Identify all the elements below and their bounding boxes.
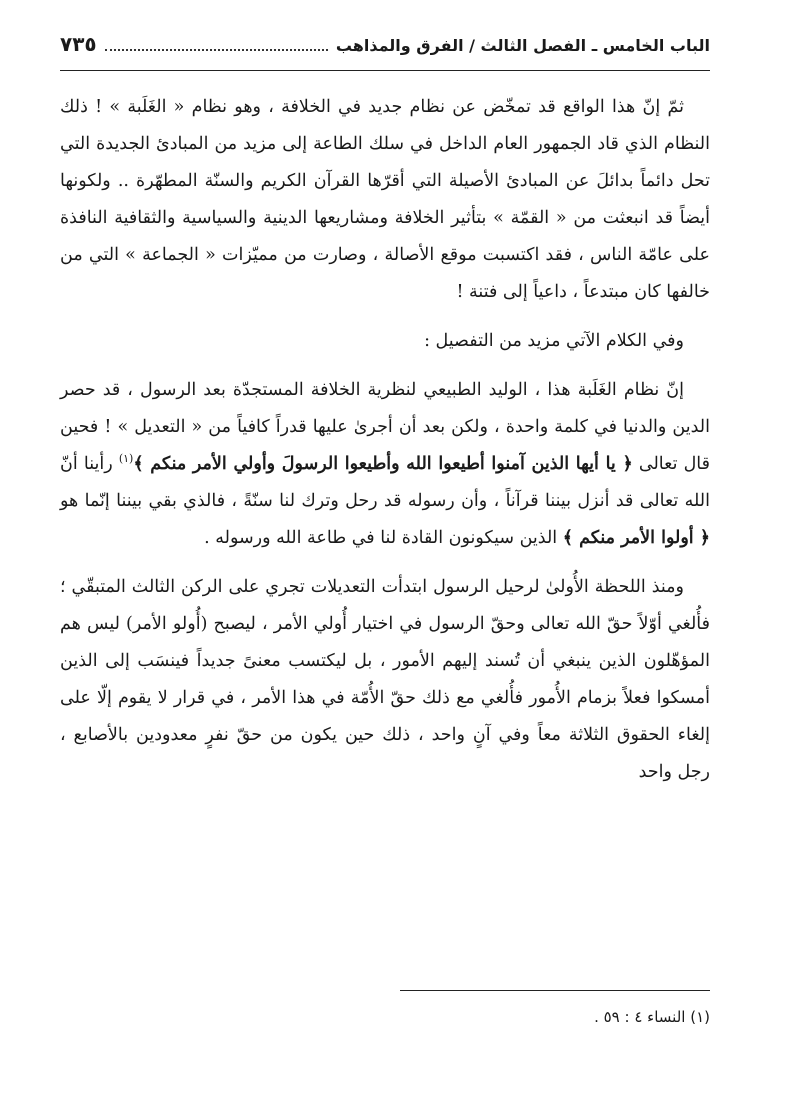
- quran-verse: ﴿ أولوا الأمر منكم ﴾: [562, 528, 710, 548]
- body-text: [60, 89, 710, 791]
- paragraph-text: ومنذ اللحظة الأُولىٰ لرحيل الرسول ابتدأت التعديلات تجري على الركن الثالث المتبقّي ؛ فأُلغي أوّلاً حقّ الله تعالى وحقّ الرسول في اختيار أُولي الأمر ، ليصبح (أُولو الأمر) ليس هم المؤهّلون الذين ينبغي أن تُسند إليهم الأمور ، بل ليكتسب معنىً جديداً فينسَب إلى الذين أمسكوا فعلاً بزمام الأُمور فأُلغي مع ذلك حقّ الأُمّة في هذا الأمر ، في قرار لا يقوم إلّا على إلغاء الحقوق الثلاثة معاً وفي آنٍ واحد ، ذلك حين يكون من حقّ نفرٍ معدودين بالأصابع ، رجل واحد: [60, 577, 710, 782]
- paragraph-3: [60, 372, 710, 557]
- paragraph-text: ثمّ إنّ هذا الواقع قد تمخّض عن نظام جديد في الخلافة ، وهو نظام « الغَلَبة » ! ذلك النظام الذي قاد الجمهور العام الداخل في سلك الطاعة إلى مزيد من المبادئ الجديدة التي تحل دائماً بدائلَ عن المبادئ الأصيلة التي أقرّها القرآن الكريم والسنّة المطهّرة .. ولكونها أيضاً قد انبعثت من « القمّة » بتأثير الخلافة ومشاريعها الدينية والسياسية والثقافية النافذة على عامّة الناس ، فقد اكتسبت موقع الأصالة ، وصارت من مميّزات « الجماعة » التي من خالفها كان مبتدعاً ، داعياً إلى فتنة !: [60, 97, 710, 302]
- paragraph-2: [60, 323, 710, 360]
- paragraph-text: إنّ نظام الغَلَبة هذا ، الوليد الطبيعي لنظرية الخلافة المستجدّة بعد الرسول ، قد حصر الدين والدنيا في كلمة واحدة ، ولكن بعد أن أجرىٰ عليها قدراً كافياً من « التعديل » ! فحين قال تعالى: [60, 380, 711, 474]
- paragraph-text: وفي الكلام الآتي مزيد من التفصيل :: [424, 331, 684, 351]
- paragraph-4: [60, 569, 710, 791]
- page-number: ٧٣٥: [60, 32, 97, 56]
- quran-verse: ﴿ يا أيها الذين آمنوا أطيعوا الله وأطيعوا الرسولَ وأولي الأمر منكم ﴾: [133, 454, 633, 474]
- chapter-title: الباب الخامس ـ الفصل الثالث / الفرق والمذاهب: [335, 36, 710, 55]
- leader-dots: [105, 39, 328, 51]
- paragraph-text: رأينا أنّ الله تعالى قد أنزل بيننا قرآناً ، وأن رسوله قد رحل وترك لنا سنّةً ، فالذي بقي بيننا إنّما هو: [60, 454, 710, 511]
- footnote: (١) النساء ٤ : ٥٩ .: [594, 1008, 710, 1026]
- footnote-divider: [400, 990, 710, 991]
- book-page: [60, 32, 710, 803]
- footnote-reference: (١): [118, 452, 134, 466]
- running-header: [60, 32, 710, 71]
- paragraph-text: الذين سيكونون القادة لنا في طاعة الله ورسوله .: [204, 528, 563, 548]
- paragraph-1: [60, 89, 710, 311]
